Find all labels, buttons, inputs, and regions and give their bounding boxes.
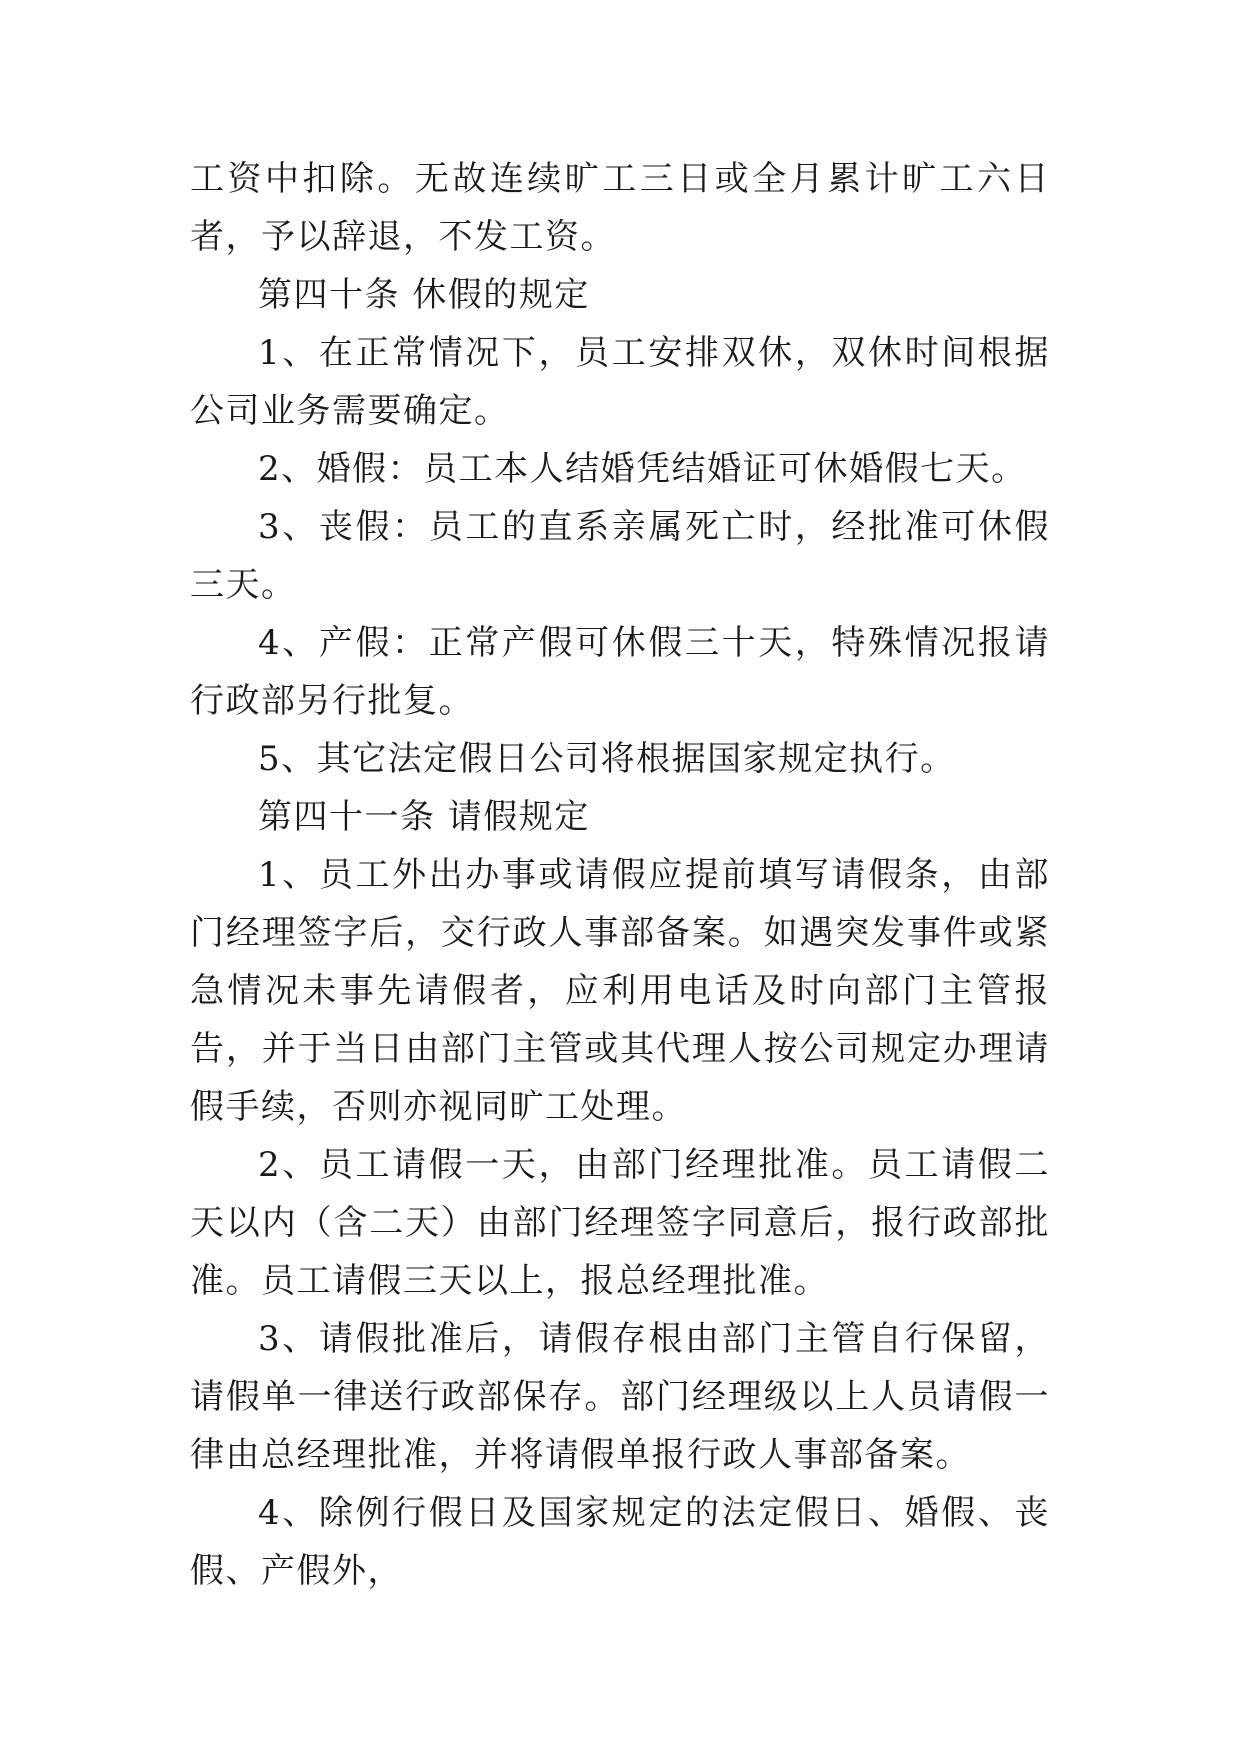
- article-40-item-5: 5、其它法定假日公司将根据国家规定执行。: [258, 739, 956, 779]
- article-40-heading: 第四十条 休假的规定: [258, 275, 590, 315]
- article-40-item-3: 3、丧假：员工的直系亲属死亡时，经批准可休假三天。: [190, 507, 1050, 605]
- article-40-item-2: 2、婚假：员工本人结婚凭结婚证可休婚假七天。: [258, 449, 1027, 489]
- article-40-item-1: 1、在正常情况下，员工安排双休，双休时间根据公司业务需要确定。: [190, 333, 1050, 431]
- article-41-item-1: 1、员工外出办事或请假应提前填写请假条，由部门经理签字后，交行政人事部备案。如遇突发事件或紧急情况未事先请假者，应利用电话及时向部门主管报告，并于当日由部门主管或其代理人按公司规定办理请假手续，否则亦视同旷工处理。: [190, 855, 1050, 1127]
- article-41-item-2: 2、员工请假一天，由部门经理批准。员工请假二天以内（含二天）由部门经理签字同意后，报行政部批准。员工请假三天以上，报总经理批准。: [190, 1145, 1050, 1301]
- article-41-heading: 第四十一条 请假规定: [258, 797, 590, 837]
- article-40-item-4: 4、产假：正常产假可休假三十天，特殊情况报请行政部另行批复。: [190, 623, 1050, 721]
- article-41-item-3: 3、请假批准后，请假存根由部门主管自行保留，请假单一律送行政部保存。部门经理级以上人员请假一律由总经理批准，并将请假单报行政人事部备案。: [190, 1319, 1050, 1475]
- paragraph-continuation: 工资中扣除。无故连续旷工三日或全月累计旷工六日者，予以辞退，不发工资。: [190, 159, 1050, 257]
- article-41-item-4: 4、除例行假日及国家规定的法定假日、婚假、丧假、产假外，: [190, 1493, 1050, 1591]
- document-body: [190, 150, 1050, 1600]
